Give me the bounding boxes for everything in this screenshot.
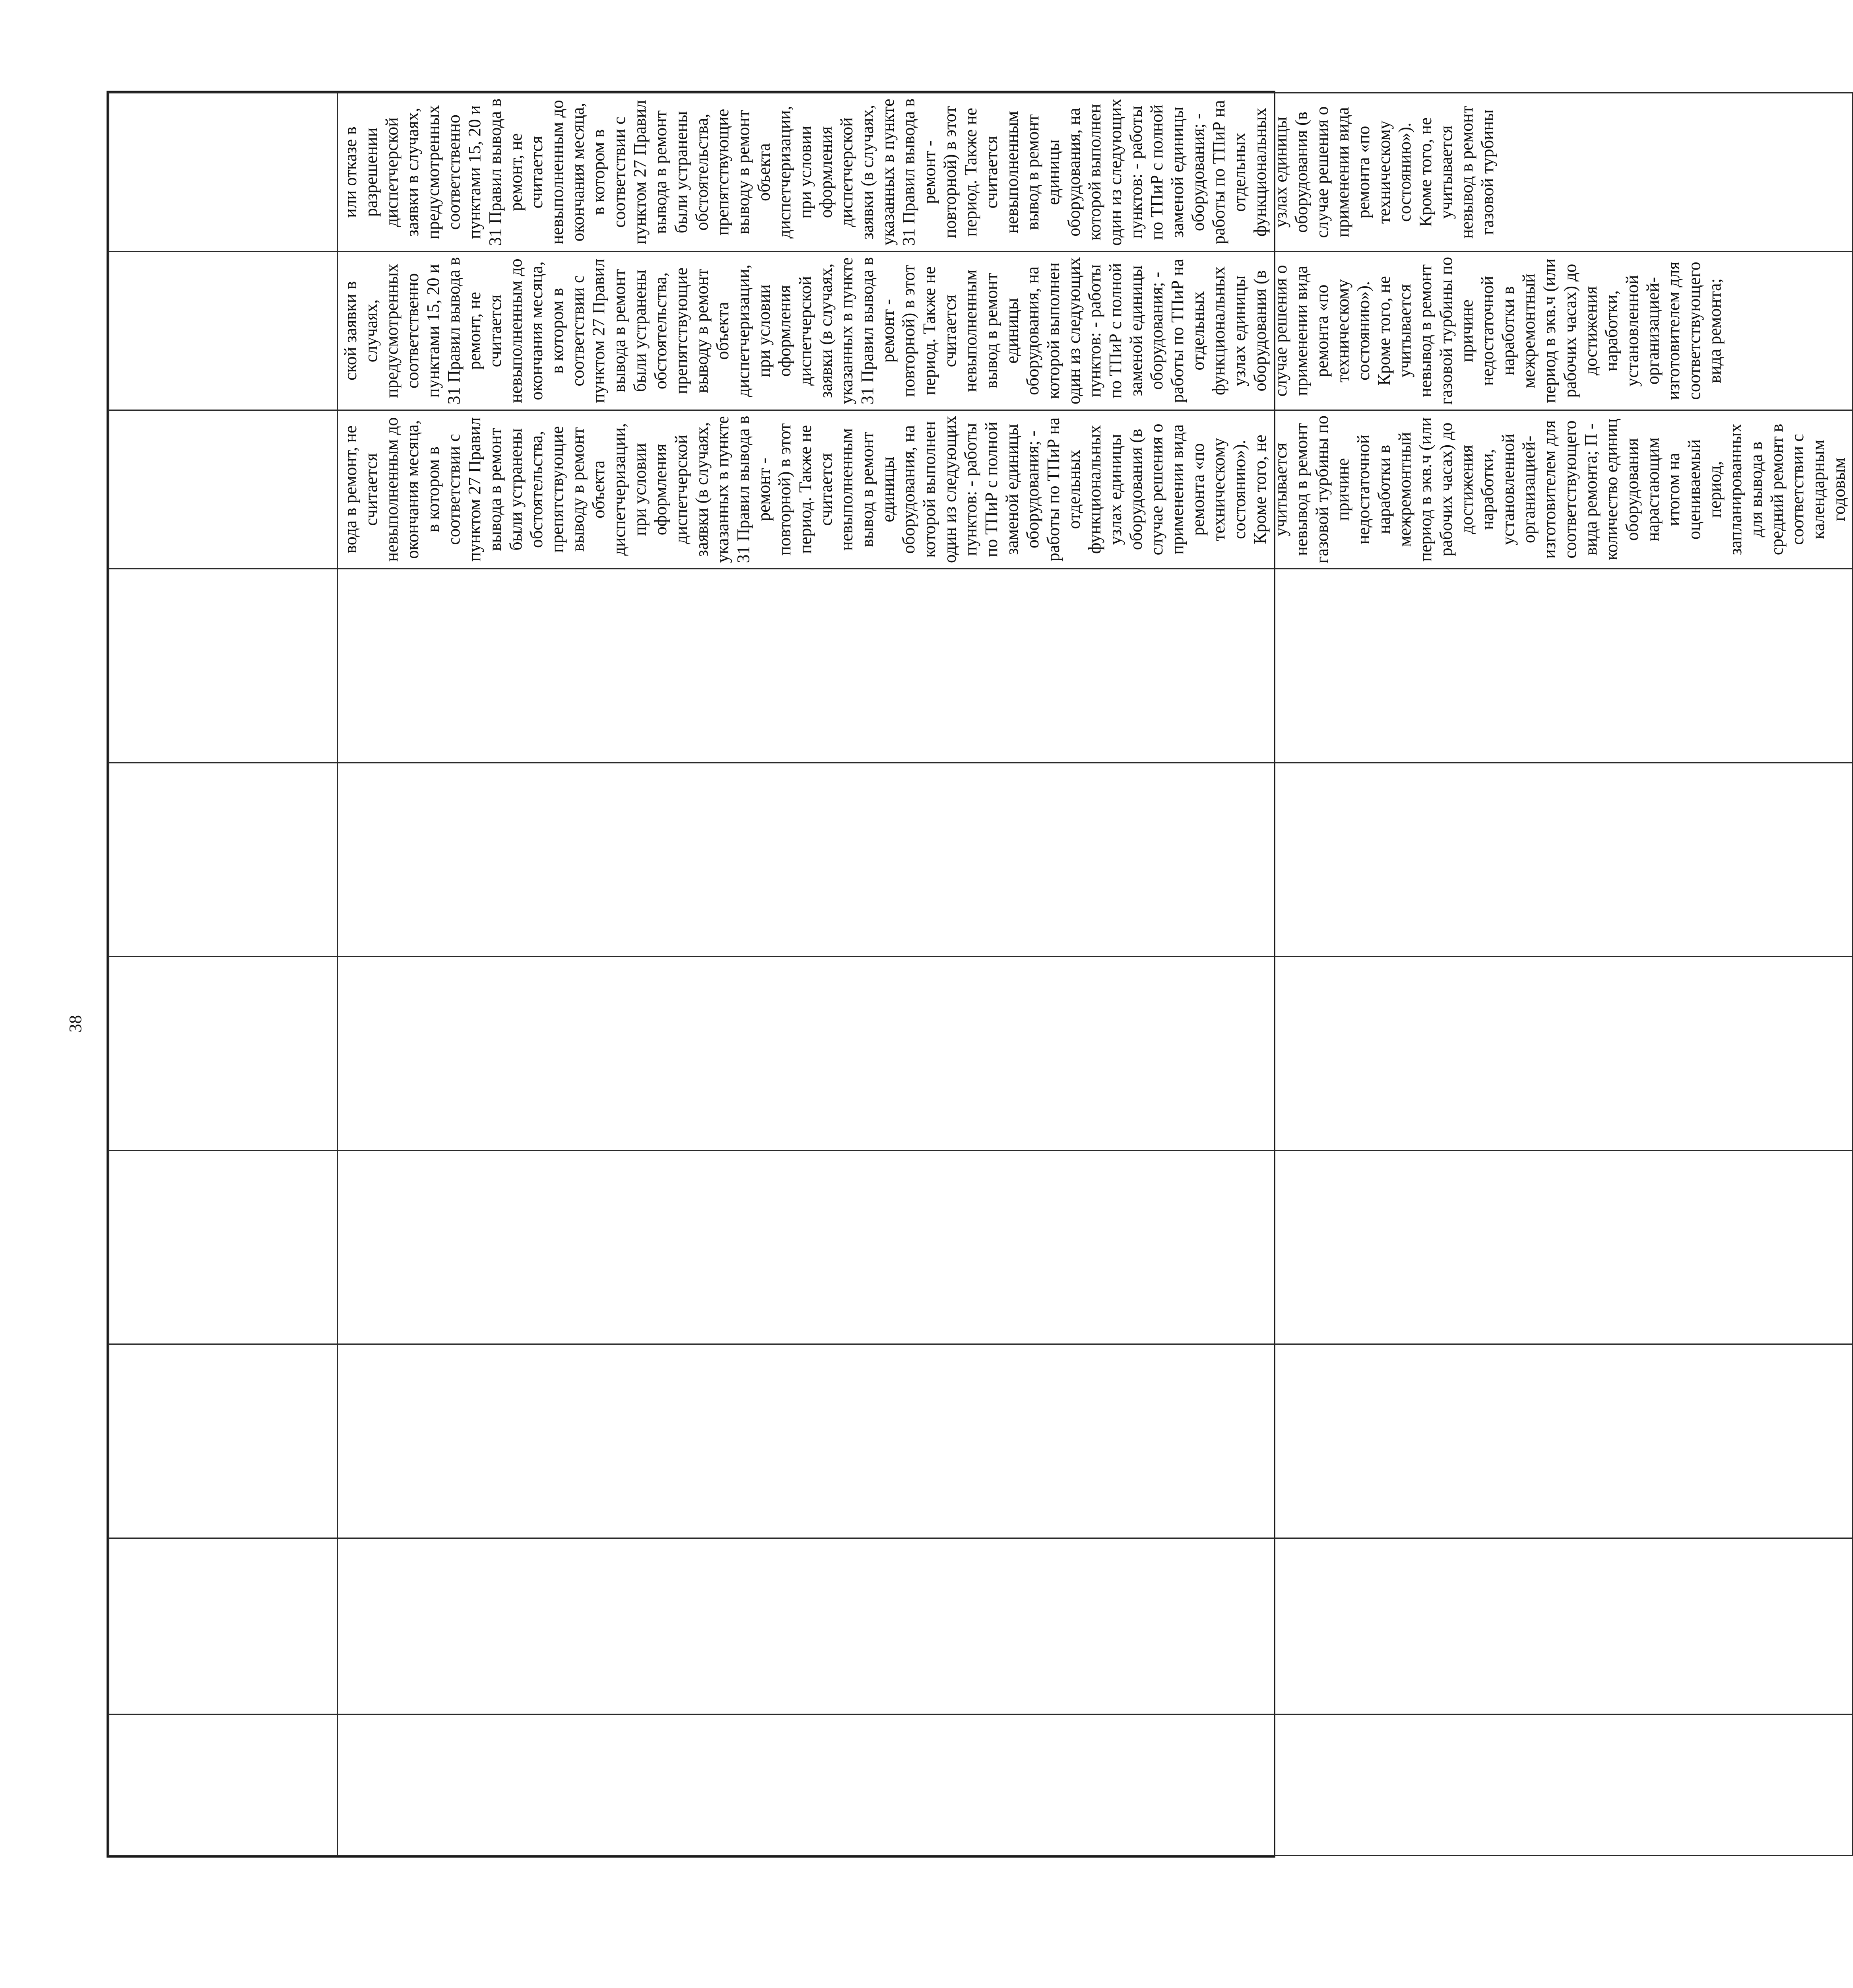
table-cell-c8: вода в ремонт, не считается невыполненным до окончания месяца, в котором в соответствии с пунктом 27 Правил вывода в ремонт были устранены обстоятельства, препятствующие выводу в ремонт объекта диспетчеризации, при условии оформления диспетчерской заявки (в случаях, указанных в пункте 31 Правил вывода в ремонт - повторной) в этот период. Также не считается невыполненным вывод в ремонт единицы оборудования, на которой выполнен один из следующих пунктов: - работы по ТПиР с полной заменой единицы оборудования; - работы по ТПиР на отдельных функциональных узлах единицы оборудования (в случае решения о применении вида ремонта «по техническому состоянию»). Кроме того, не учитывается невывод в ремонт газовой турбины по причине недостаточной наработки в межремонтный период в экв.ч (или рабочих часах) до достижения наработки, установленной организацией-изготовителем для соответствующего вида ремонта; П - количество единиц оборудования нарастающим итогом на оцениваемый период, запланированных для вывода в средний ремонт в соответствии с календарным годовым bbox=[338, 410, 1853, 569]
table-cell-c9-top bbox=[109, 252, 338, 410]
table-cell-c5-top bbox=[109, 957, 338, 1151]
table-cell-c9: ской заявки в случаях, предусмотренных соответственно пунктами 15, 20 и 31 Правил вывода в ремонт, не считается невыполненным до окончания месяца, в котором в соответствии с пунктом 27 Правил вывода в ремонт были устранены обстоятельства, препятствующие выводу в ремонт объекта диспетчеризации, при условии оформления диспетчерской заявки (в случаях, указанных в пункте 31 Правил вывода в ремонт - повторной) в этот период. Также не считается невыполненным вывод в ремонт единицы оборудования, на которой выполнен один из следующих пунктов: - работы по ТПиР с полной заменой единицы оборудования; - работы по ТПиР на отдельных функциональных узлах единицы оборудования (в случае решения о применении вида ремонта «по техническому состоянию»). Кроме того, не учитывается невывод в ремонт газовой турбины по причине недостаточной наработки в межремонтный период в экв.ч (или рабочих часах) до достижения наработки, установленной организацией-изготовителем для соответствующего вида ремонта; bbox=[338, 252, 1853, 410]
table-cell-c10-top bbox=[109, 93, 338, 252]
table-cell-c3 bbox=[338, 1344, 1853, 1538]
table-cell-c2 bbox=[338, 1538, 1853, 1714]
rotated-table-container bbox=[108, 92, 1849, 1856]
table-cell-c1-top bbox=[109, 1714, 338, 1856]
table-cell-c1 bbox=[338, 1714, 1853, 1856]
table-cell-c3-top bbox=[109, 1344, 338, 1538]
table-cell-c6 bbox=[338, 763, 1853, 957]
table-cell-c4 bbox=[338, 1150, 1853, 1344]
table-cell-c10: или отказе в разрешении диспетчерской заявки в случаях, предусмотренных соответственно пунктами 15, 20 и 31 Правил вывода в ремонт, не считается невыполненным до окончания месяца, в котором в соответствии с пунктом 27 Правил вывода в ремонт были устранены обстоятельства, препятствующие выводу в ремонт объекта диспетчеризации, при условии оформления диспетчерской заявки (в случаях, указанных в пункте 31 Правил вывода в ремонт - повторной) в этот период. Также не считается невыполненным вывод в ремонт единицы оборудования, на которой выполнен один из следующих пунктов: - работы по ТПиР с полной заменой единицы оборудования; - работы по ТПиР на отдельных функциональных узлах единицы оборудования (в случае решения о применении вида ремонта «по техническому состоянию»). Кроме того, не учитывается невывод в ремонт газовой турбины bbox=[338, 93, 1853, 252]
data-table bbox=[108, 92, 1853, 1856]
table-frame bbox=[107, 91, 1849, 1858]
table-cell-c7 bbox=[338, 569, 1853, 763]
table-cell-c6-top bbox=[109, 763, 338, 957]
table-cell-c7-top bbox=[109, 569, 338, 763]
table-cell-c5 bbox=[338, 957, 1853, 1151]
page-number: 38 bbox=[66, 1015, 85, 1033]
table-cell-c2-top bbox=[109, 1538, 338, 1714]
table-cell-c8-top bbox=[109, 410, 338, 569]
table-cell-c4-top bbox=[109, 1150, 338, 1344]
